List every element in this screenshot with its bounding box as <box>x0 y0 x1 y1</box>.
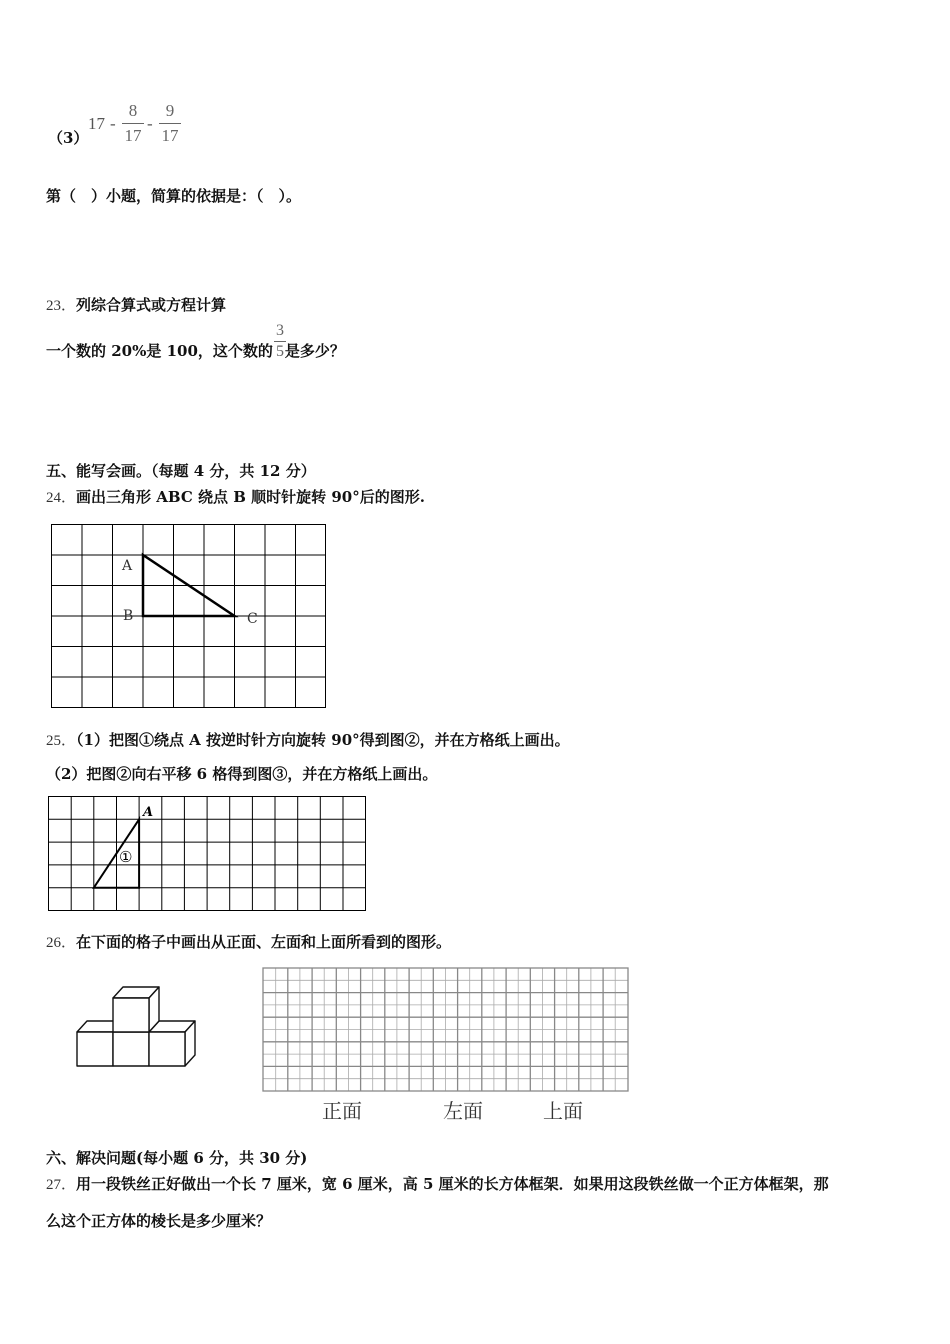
q23-fraction-numerator: 3 <box>276 322 284 339</box>
q25-part2: （2）把图②向右平移 6 格得到图③，并在方格纸上画出。 <box>46 765 438 783</box>
q22-fraction-1-numerator: 8 <box>128 101 138 120</box>
label-c: C <box>247 611 258 627</box>
q23-title: 列综合算式或方程计算 <box>76 296 227 314</box>
q22-part3-label: （3） <box>48 129 89 147</box>
q23-text-before: 一个数的 20%是 100，这个数的 <box>46 342 273 360</box>
q23-heading <box>46 295 226 316</box>
q23-fraction <box>274 322 286 361</box>
cube-stack-figure <box>74 985 200 1071</box>
q22-fraction-2-denominator: 17 <box>161 126 179 145</box>
label-b: B <box>123 608 134 624</box>
q26-heading <box>46 932 451 953</box>
q25-label-a: A <box>143 805 154 820</box>
q27-line1 <box>46 1174 829 1195</box>
q24-text: 画出三角形 ABC 绕点 B 顺时针旋转 90°后的图形. <box>76 488 425 506</box>
q25-part1-text: （1）把图①绕点 A 按逆时针方向旋转 90°得到图②，并在方格纸上画出。 <box>76 731 570 749</box>
q22-minus-1: - <box>110 114 116 133</box>
q25-label-shape1: ① <box>119 848 133 866</box>
q23-text-after: 是多少？ <box>284 342 345 360</box>
q25-grid-figure <box>47 795 368 913</box>
q23-question <box>46 341 345 361</box>
q22-fraction-1-denominator: 17 <box>124 126 142 145</box>
q25-grid <box>49 797 366 911</box>
q22-fraction-1 <box>122 101 144 146</box>
q26-number: 26． <box>46 935 77 951</box>
section6-title: 六、解决问题(每小题 6 分，共 30 分) <box>46 1149 308 1167</box>
q24-grid-figure <box>50 523 328 709</box>
three-view-grid <box>262 967 630 1093</box>
q22-fraction-2-numerator: 9 <box>165 101 175 120</box>
q24-number: 24． <box>46 490 77 506</box>
q23-number: 23． <box>46 298 77 314</box>
section5-title: 五、能写会画。（每题 4 分，共 12 分） <box>46 462 316 480</box>
view-label-top: 上面 <box>543 1099 583 1123</box>
q23-fraction-denominator: 5 <box>276 343 284 360</box>
q25-part1 <box>46 730 570 751</box>
view-label-front: 正面 <box>322 1099 362 1123</box>
q22-minus-2: - <box>147 114 153 133</box>
q22-fill-blank: 第（ ）小题，简算的依据是：（ ）。 <box>46 187 302 205</box>
q27-line2: 么这个正方体的棱长是多少厘米？ <box>46 1212 272 1230</box>
view-label-left: 左面 <box>443 1099 483 1123</box>
label-a: A <box>122 558 133 574</box>
q22-fraction-2 <box>159 101 181 146</box>
q24-heading <box>46 487 425 508</box>
q27-text-line1: 用一段铁丝正好做出一个长 7 厘米，宽 6 厘米，高 5 厘米的长方体框架．如果用这段铁丝做一个正方体框架，那 <box>76 1175 829 1193</box>
q22-whole-number: 17 <box>88 114 105 133</box>
q27-number: 27． <box>46 1177 77 1193</box>
q26-text: 在下面的格子中画出从正面、左面和上面所看到的图形。 <box>76 933 452 951</box>
q25-number: 25． <box>46 733 77 749</box>
